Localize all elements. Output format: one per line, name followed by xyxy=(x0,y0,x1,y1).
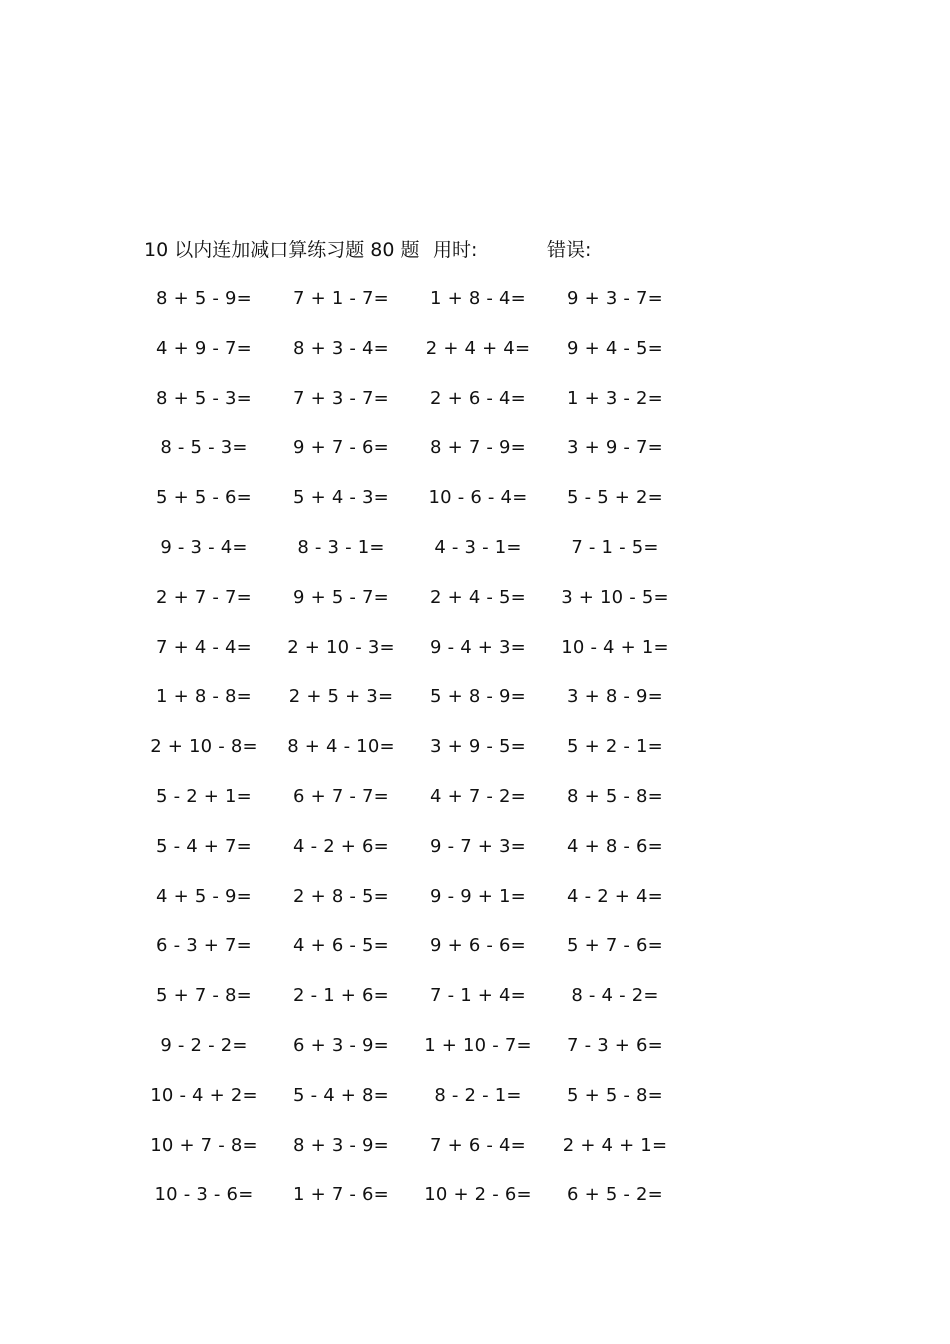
problem-item: 7 - 1 + 4= xyxy=(430,985,526,1007)
problem-item: 5 + 4 - 3= xyxy=(293,487,389,509)
problem-item: 9 - 2 - 2= xyxy=(160,1034,248,1056)
time-label: 用时: xyxy=(433,239,478,261)
problem-item: 10 - 3 - 6= xyxy=(154,1184,254,1206)
problem-row xyxy=(0,484,950,534)
problem-item: 2 + 10 - 8= xyxy=(150,736,258,758)
worksheet-header xyxy=(144,236,764,264)
problem-item: 9 + 3 - 7= xyxy=(567,288,663,309)
problem-row xyxy=(0,1132,950,1182)
problem-item: 1 + 3 - 2= xyxy=(567,387,663,409)
problem-item: 9 - 9 + 1= xyxy=(430,885,526,907)
problem-item: 9 - 4 + 3= xyxy=(430,636,526,658)
problem-item: 2 - 1 + 6= xyxy=(293,985,389,1007)
problem-row xyxy=(0,1181,950,1231)
problem-item: 8 - 2 - 1= xyxy=(434,1084,522,1106)
problem-row xyxy=(0,1032,950,1082)
problem-row xyxy=(0,285,950,335)
problem-row xyxy=(0,634,950,684)
problem-item: 9 + 6 - 6= xyxy=(430,935,526,957)
problem-item: 9 - 3 - 4= xyxy=(160,536,248,558)
problem-item: 9 + 4 - 5= xyxy=(567,337,663,359)
problem-item: 1 + 8 - 8= xyxy=(156,686,252,708)
problem-item: 2 + 10 - 3= xyxy=(287,636,395,658)
problem-item: 2 + 4 + 4= xyxy=(425,337,531,359)
problem-item: 9 + 5 - 7= xyxy=(293,586,389,608)
problem-item: 8 + 3 - 9= xyxy=(293,1134,389,1156)
problem-item: 4 + 7 - 2= xyxy=(430,785,526,807)
problem-item: 5 + 5 - 8= xyxy=(567,1084,663,1106)
problem-item: 4 + 8 - 6= xyxy=(567,835,663,857)
problem-item: 10 + 7 - 8= xyxy=(150,1134,258,1156)
problem-item: 5 + 5 - 6= xyxy=(156,487,252,509)
problem-item: 3 + 10 - 5= xyxy=(561,586,669,608)
problem-item: 5 + 2 - 1= xyxy=(567,736,663,758)
problem-item: 9 - 7 + 3= xyxy=(430,835,526,857)
problem-row xyxy=(0,335,950,385)
problem-row xyxy=(0,534,950,584)
problem-item: 3 + 9 - 5= xyxy=(430,736,526,758)
problem-row xyxy=(0,883,950,933)
problem-item: 7 - 1 - 5= xyxy=(571,536,659,558)
problem-item: 4 - 3 - 1= xyxy=(434,536,522,558)
problem-item: 5 - 4 + 8= xyxy=(293,1084,389,1106)
problem-item: 5 - 4 + 7= xyxy=(156,835,252,857)
problem-item: 8 + 5 - 8= xyxy=(567,785,663,807)
problem-item: 1 + 10 - 7= xyxy=(424,1034,532,1056)
problem-item: 6 + 3 - 9= xyxy=(293,1034,389,1056)
problem-item: 8 - 3 - 1= xyxy=(297,536,385,558)
problem-item: 8 + 5 - 3= xyxy=(156,387,252,409)
problem-item: 8 - 5 - 3= xyxy=(160,437,248,459)
problem-item: 6 + 5 - 2= xyxy=(567,1184,663,1206)
page-title: 10 以内连加减口算练习题 80 题 xyxy=(144,239,420,261)
problem-item: 4 + 6 - 5= xyxy=(293,935,389,957)
problem-row xyxy=(0,683,950,733)
problem-item: 8 + 7 - 9= xyxy=(430,437,526,459)
problem-item: 7 + 6 - 4= xyxy=(430,1134,526,1156)
problem-item: 10 + 2 - 6= xyxy=(424,1184,532,1206)
problem-item: 2 + 5 + 3= xyxy=(288,686,394,708)
problem-item: 2 + 8 - 5= xyxy=(293,885,389,907)
problem-item: 9 + 7 - 6= xyxy=(293,437,389,459)
problem-item: 5 + 7 - 6= xyxy=(567,935,663,957)
problem-item: 5 + 8 - 9= xyxy=(430,686,526,708)
problem-row xyxy=(0,982,950,1032)
problem-row xyxy=(0,434,950,484)
problem-item: 1 + 7 - 6= xyxy=(293,1184,389,1206)
problem-item: 5 + 7 - 8= xyxy=(156,985,252,1007)
problem-row xyxy=(0,584,950,634)
problem-item: 8 + 3 - 4= xyxy=(293,337,389,359)
problem-item: 3 + 9 - 7= xyxy=(567,437,663,459)
error-label: 错误: xyxy=(547,239,592,261)
problem-item: 1 + 8 - 4= xyxy=(430,288,526,309)
problem-item: 3 + 8 - 9= xyxy=(567,686,663,708)
problem-item: 8 + 5 - 9= xyxy=(156,288,252,309)
problem-item: 7 + 3 - 7= xyxy=(293,387,389,409)
problem-item: 10 - 6 - 4= xyxy=(428,487,528,509)
problem-row xyxy=(0,783,950,833)
problem-row xyxy=(0,833,950,883)
problem-item: 6 + 7 - 7= xyxy=(293,785,389,807)
problem-item: 4 - 2 + 4= xyxy=(567,885,663,907)
problem-item: 2 + 4 - 5= xyxy=(430,586,526,608)
problem-item: 4 + 5 - 9= xyxy=(156,885,252,907)
problem-row xyxy=(0,932,950,982)
problem-item: 8 + 4 - 10= xyxy=(287,736,395,758)
problem-item: 4 - 2 + 6= xyxy=(293,835,389,857)
problem-item: 7 - 3 + 6= xyxy=(567,1034,663,1056)
problem-row xyxy=(0,385,950,435)
problem-item: 10 - 4 + 2= xyxy=(150,1084,258,1106)
problem-item: 10 - 4 + 1= xyxy=(561,636,669,658)
problem-item: 5 - 2 + 1= xyxy=(156,785,252,807)
problem-item: 7 + 1 - 7= xyxy=(293,288,389,309)
problem-item: 4 + 9 - 7= xyxy=(156,337,252,359)
problem-item: 2 + 7 - 7= xyxy=(156,586,252,608)
problem-row xyxy=(0,733,950,783)
problem-item: 2 + 4 + 1= xyxy=(562,1134,668,1156)
problem-row xyxy=(0,1082,950,1132)
problem-item: 6 - 3 + 7= xyxy=(156,935,252,957)
problem-item: 5 - 5 + 2= xyxy=(567,487,663,509)
problem-item: 8 - 4 - 2= xyxy=(571,985,659,1007)
problem-item: 7 + 4 - 4= xyxy=(156,636,252,658)
problem-item: 2 + 6 - 4= xyxy=(430,387,526,409)
problem-grid xyxy=(0,285,950,1231)
